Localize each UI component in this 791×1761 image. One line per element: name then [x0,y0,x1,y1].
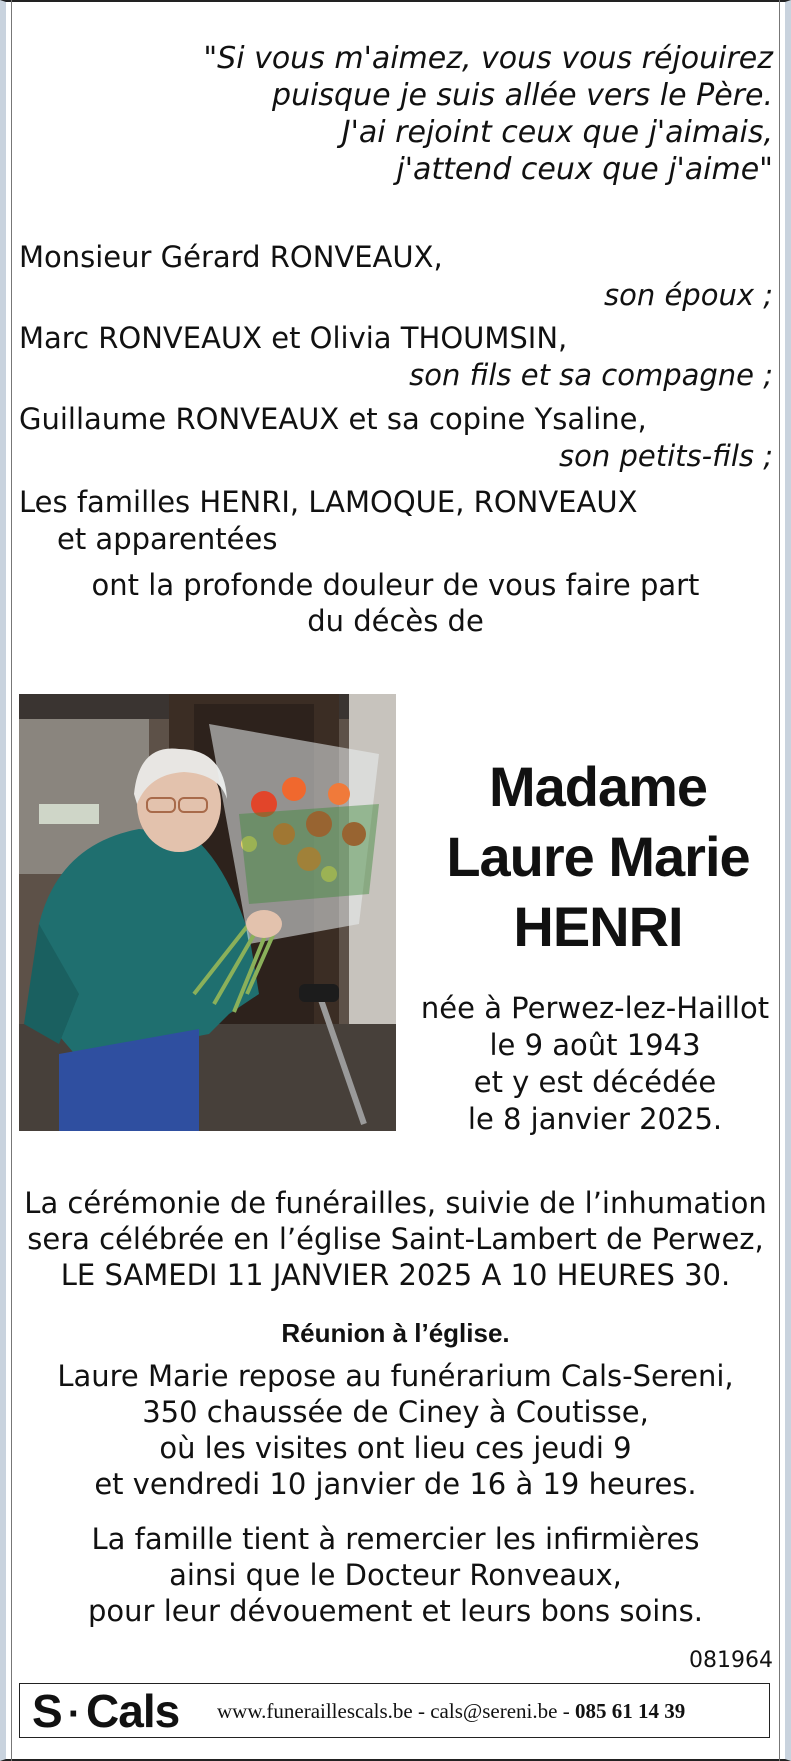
email-link[interactable]: cals@sereni.be [430,1699,558,1723]
deceased-surname: HENRI [513,895,683,958]
birth-line: le 8 janvier 2025. [467,1102,723,1136]
families-line: et apparentées [57,522,278,556]
portrait-photo [19,694,396,1131]
birth-death-details [415,990,775,1138]
logo-cals: Cals [86,1685,180,1737]
family-member-name: Guillaume RONVEAUX et sa copine Ysaline, [19,402,647,436]
family-member-relation: son petits-fils ; [559,439,773,473]
visitation-line: et vendredi 10 janvier de 16 à 19 heures. [94,1467,697,1501]
family-member-relation: son fils et sa compagne ; [409,358,773,392]
meeting-note: Réunion à l’église. [281,1318,510,1348]
family-member-relation: son époux ; [604,278,773,312]
ceremony-line: La cérémonie de funérailles, suivie de l’inhumation [24,1186,767,1220]
ceremony-text [0,1185,791,1293]
separator: - [562,1699,570,1723]
deceased-title: Madame [488,755,708,818]
announcement-text [0,567,791,639]
website-link[interactable]: www.funeraillescals.be [217,1699,413,1723]
logo-dot: · [67,1692,81,1736]
reference-number: 081964 [689,1648,773,1673]
contact-line [217,1699,685,1724]
announcement-line: ont la profonde douleur de vous faire part [91,568,700,602]
birth-line: née à Perwez-lez-Haillot [420,991,770,1025]
thanks-line: ainsi que le Docteur Ronveaux, [169,1558,622,1592]
separator: - [417,1699,425,1723]
ceremony-line: LE SAMEDI 11 JANVIER 2025 A 10 HEURES 30. [60,1258,731,1292]
portrait-illustration [19,694,396,1131]
funeral-home-logo [32,1686,179,1739]
family-member-name: Marc RONVEAUX et Olivia THOUMSIN, [19,321,568,355]
phone-number[interactable]: 085 61 14 39 [574,1699,686,1723]
deceased-first-names: Laure Marie [446,825,750,888]
birth-line: et y est décédée [473,1065,717,1099]
thanks-line: pour leur dévouement et leurs bons soins. [88,1594,703,1628]
visitation-line: où les visites ont lieu ces jeudi 9 [159,1431,632,1465]
quote-line: J'ai rejoint ceux que j'aimais, [341,115,773,150]
epitaph-quote [203,40,773,188]
deceased-name [440,752,756,962]
quote-line: "Si vous m'aimez, vous vous réjouirez [203,41,773,76]
quote-line: puisque je suis allée vers le Père. [272,78,773,113]
visitation-line: Laure Marie repose au funérarium Cals-Sereni, [57,1359,734,1393]
logo-s: S [32,1685,62,1737]
ceremony-line: sera célébrée en l’église Saint-Lambert de Perwez, [27,1222,764,1256]
family-member-name: Monsieur Gérard RONVEAUX, [19,240,443,274]
thanks-text [0,1521,791,1629]
birth-line: le 9 août 1943 [489,1028,701,1062]
visitation-line: 350 chaussée de Ciney à Coutisse, [142,1395,649,1429]
funeral-home-footer [19,1683,770,1738]
visitation-text [0,1358,791,1502]
families-line: Les familles HENRI, LAMOQUE, RONVEAUX [19,485,638,519]
announcement-line: du décès de [307,604,484,638]
thanks-line: La famille tient à remercier les infirmières [91,1522,700,1556]
quote-line: j'attend ceux que j'aime" [396,152,773,187]
